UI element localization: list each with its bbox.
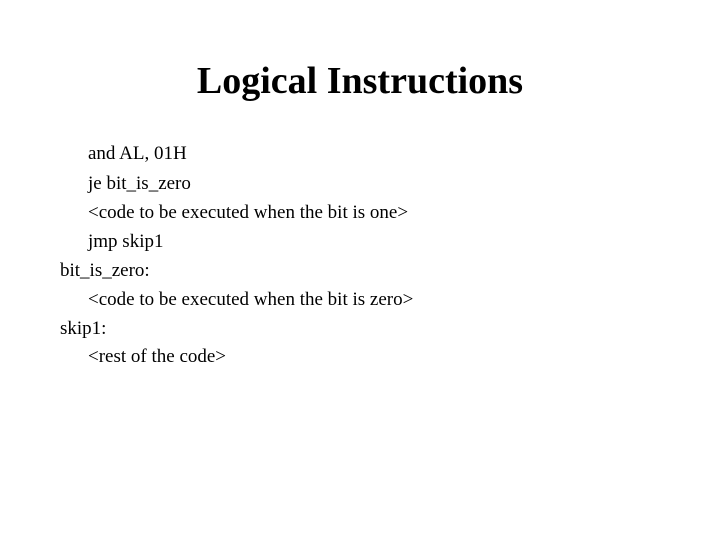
- slide-title: Logical Instructions: [196, 60, 524, 102]
- code-line: <code to be executed when the bit is zero>: [88, 289, 414, 310]
- code-line: <rest of the code>: [88, 346, 227, 367]
- code-line: <code to be executed when the bit is one>: [88, 202, 409, 223]
- code-label: bit_is_zero:: [60, 260, 150, 281]
- code-line: jmp skip1: [88, 231, 164, 252]
- code-line: and AL, 01H: [88, 143, 187, 164]
- code-label: skip1:: [60, 318, 107, 339]
- code-line: je bit_is_zero: [88, 173, 191, 194]
